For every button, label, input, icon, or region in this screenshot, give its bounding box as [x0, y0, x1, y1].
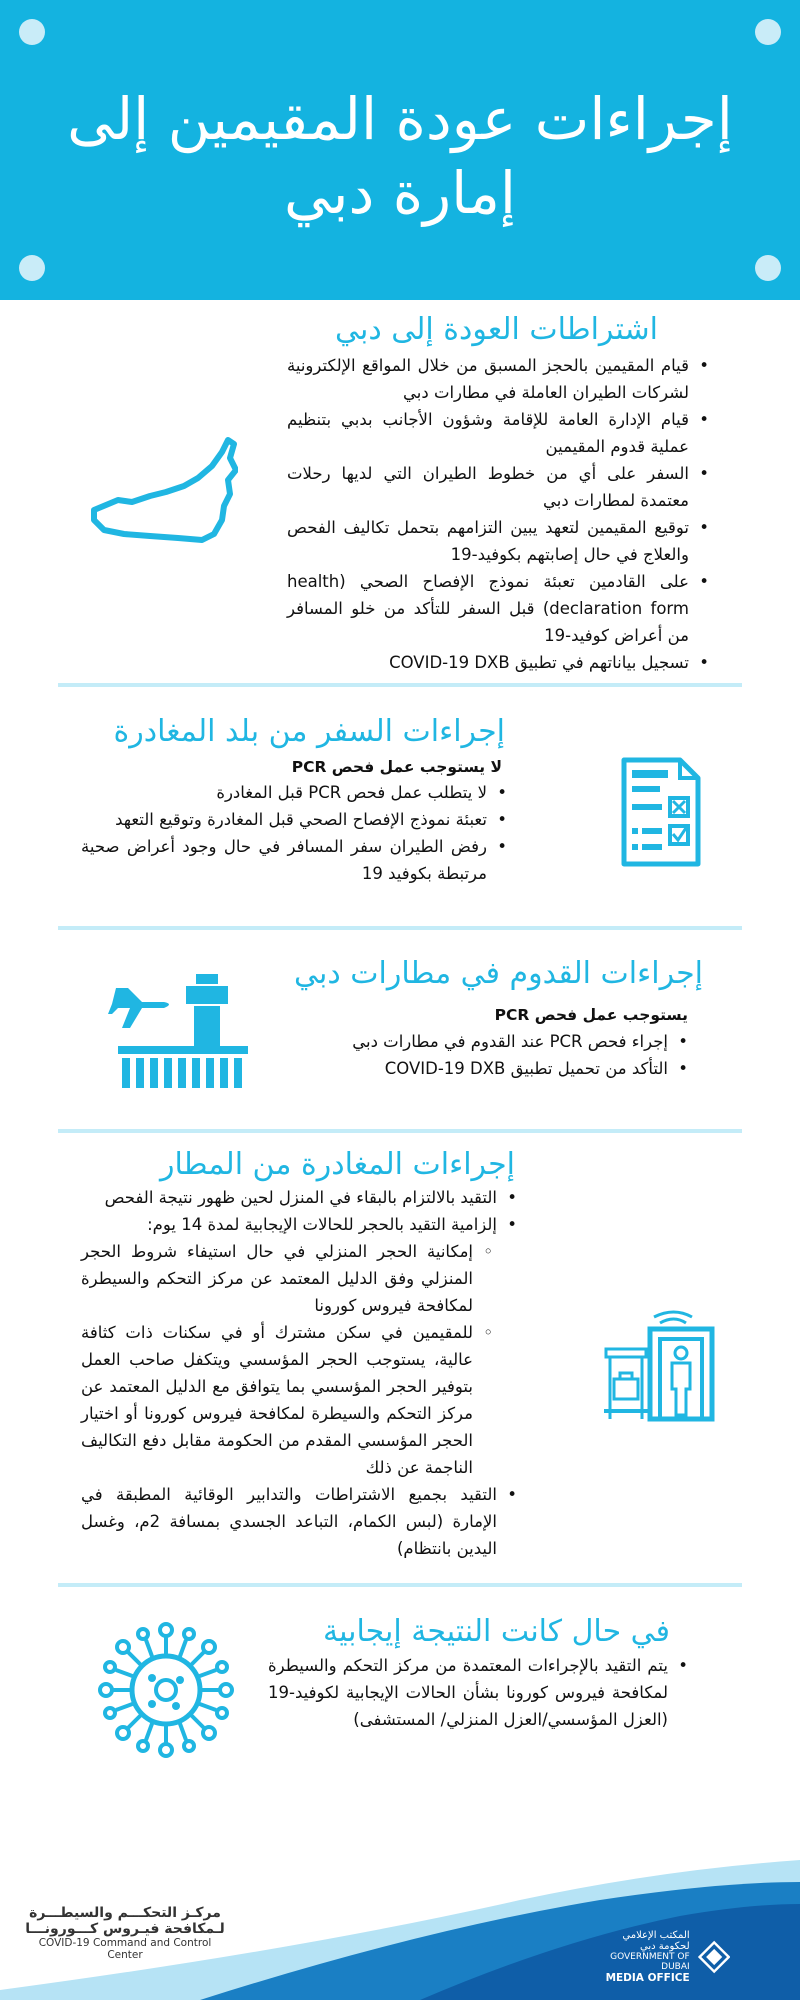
section-return-requirements — [0, 300, 800, 685]
page-title-line1: إجراءات عودة المقيمين إلى — [67, 85, 733, 153]
section-title: إجراءات السفر من بلد المغادرة — [113, 714, 505, 749]
logo-text: GOVERNMENT OF DUBAI — [610, 1952, 690, 1972]
decor-dot — [755, 255, 781, 281]
virus-icon — [96, 1620, 236, 1760]
list-item: • إجراء فحص PCR عند القدوم في مطارات دبي — [268, 1028, 688, 1055]
sub-list-item: ◦ إمكانية الحجر المنزلي في حال استيفاء شروط الحجر المنزلي وفق الدليل المعتمد عن مركز التحكم والسيطرة لمكافحة فيروس كورونا — [81, 1238, 493, 1319]
section-divider — [58, 1129, 742, 1133]
list-item: • على القادمين تعبئة نموذج الإفصاح الصحي (health declaration form) قبل السفر للتأكد من خلو المسافر من أعراض كوفيد-19 — [287, 568, 709, 649]
section-title: اشتراطات العودة إلى دبي — [335, 312, 658, 347]
list-item: • تسجيل بياناتهم في تطبيق COVID-19 DXB — [287, 649, 709, 676]
section-title: في حال كانت النتيجة إيجابية — [323, 1614, 670, 1649]
requirements-list — [287, 352, 709, 676]
logo-text: مركـز التحكـــم والسيطـــرة — [29, 1905, 221, 1921]
section-subtitle: لا يستوجب عمل فحص PCR — [291, 758, 502, 776]
header-banner — [0, 0, 800, 300]
section-divider — [58, 1583, 742, 1587]
page-title-line2: إمارة دبي — [284, 159, 516, 227]
decor-dot — [19, 255, 45, 281]
section-positive-result — [0, 1590, 800, 1780]
list-item: • رفض الطيران سفر المسافر في حال وجود أعراض صحية مرتبطة بكوفيد 19 — [81, 833, 507, 887]
uae-map-icon — [88, 430, 238, 545]
section-divider — [58, 683, 742, 687]
section-subtitle: يستوجب عمل فحص PCR — [494, 1006, 688, 1024]
decor-dot — [755, 19, 781, 45]
body-scanner-icon — [604, 1303, 720, 1423]
sub-list-item: ◦ للمقيمين في سكن مشترك أو في سكنات ذات كثافة عالية، يستوجب الحجر المؤسسي ويتكفل صاحب العمل بتوفير الحجر المؤسسي بما يتوافق مع الدليل المعتمد عن مركز التحكم والسيطرة لمكافحة فيروس كورونا أو اختيار الحجر المؤسسي المقدم من الحكومة مقابل دفع التكاليف الناجمة عن ذلك — [81, 1319, 493, 1481]
list-item — [81, 1211, 517, 1481]
section-departure-country — [0, 690, 800, 930]
list-item: • يتم التقيد بالإجراءات المعتمدة من مركز التحكم والسيطرة لمكافحة فيروس كورونا بشأن الحالات الإيجابية لكوفيد-19 (العزل المؤسسي/العزل المنزلي/ المستشفى) — [268, 1652, 688, 1733]
list-item: • توقيع المقيمين لتعهد يبين التزامهم بتحمل تكاليف الفحص والعلاج في حال إصابتهم بكوفيد-19 — [287, 514, 709, 568]
list-item: • التقيد بجميع الاشتراطات والتدابير الوقائية المطبقة في الإمارة (لبس الكمام، التباعد الجسدي بمسافة 2م، وغسل اليدين بانتظام) — [81, 1481, 517, 1562]
logo-text: لـمكافحة فيـروس كـــورونـــا — [25, 1921, 225, 1937]
departure-list — [81, 779, 507, 887]
list-item: • التأكد من تحميل تطبيق COVID-19 DXB — [268, 1055, 688, 1082]
checklist-icon — [620, 756, 702, 868]
logo-text: لحكومة دبي — [639, 1941, 690, 1952]
list-item: • قيام الإدارة العامة للإقامة وشؤون الأجانب بدبي بتنظيم عملية قدوم المقيمين — [287, 406, 709, 460]
list-item-text: إلزامية التقيد بالحجر للحالات الإيجابية لمدة 14 يوم: — [147, 1215, 497, 1234]
media-office-logo — [600, 1930, 730, 1984]
airport-icon — [108, 972, 258, 1092]
section-arrival-airports — [0, 932, 800, 1132]
list-item: • قيام المقيمين بالحجز المسبق من خلال المواقع الإلكترونية لشركات الطيران العاملة في مطارات دبي — [287, 352, 709, 406]
logo-text: COVID-19 Command and Control Center — [38, 1937, 212, 1961]
list-item: • لا يتطلب عمل فحص PCR قبل المغادرة — [81, 779, 507, 806]
section-title: إجراءات المغادرة من المطار — [159, 1147, 515, 1182]
section-title: إجراءات القدوم في مطارات دبي — [294, 956, 703, 991]
page-title — [20, 82, 780, 230]
logo-text: المكتب الإعلامي — [622, 1930, 690, 1941]
arrival-list — [268, 1028, 688, 1082]
command-center-logo — [20, 1905, 230, 1961]
logo-text: MEDIA OFFICE — [605, 1972, 690, 1984]
section-leaving-airport — [0, 1135, 800, 1585]
list-item: • التقيد بالالتزام بالبقاء في المنزل لحين ظهور نتيجة الفحص — [81, 1184, 517, 1211]
positive-list — [268, 1652, 688, 1733]
list-item: • السفر على أي من خطوط الطيران التي لديها رحلات معتمدة لمطارات دبي — [287, 460, 709, 514]
media-office-emblem-icon — [698, 1937, 730, 1977]
section-divider — [58, 926, 742, 930]
list-item: • تعبئة نموذج الإفصاح الصحي قبل المغادرة وتوقيع التعهد — [81, 806, 507, 833]
leaving-list — [81, 1184, 517, 1562]
sub-list — [81, 1238, 493, 1481]
decor-dot — [19, 19, 45, 45]
